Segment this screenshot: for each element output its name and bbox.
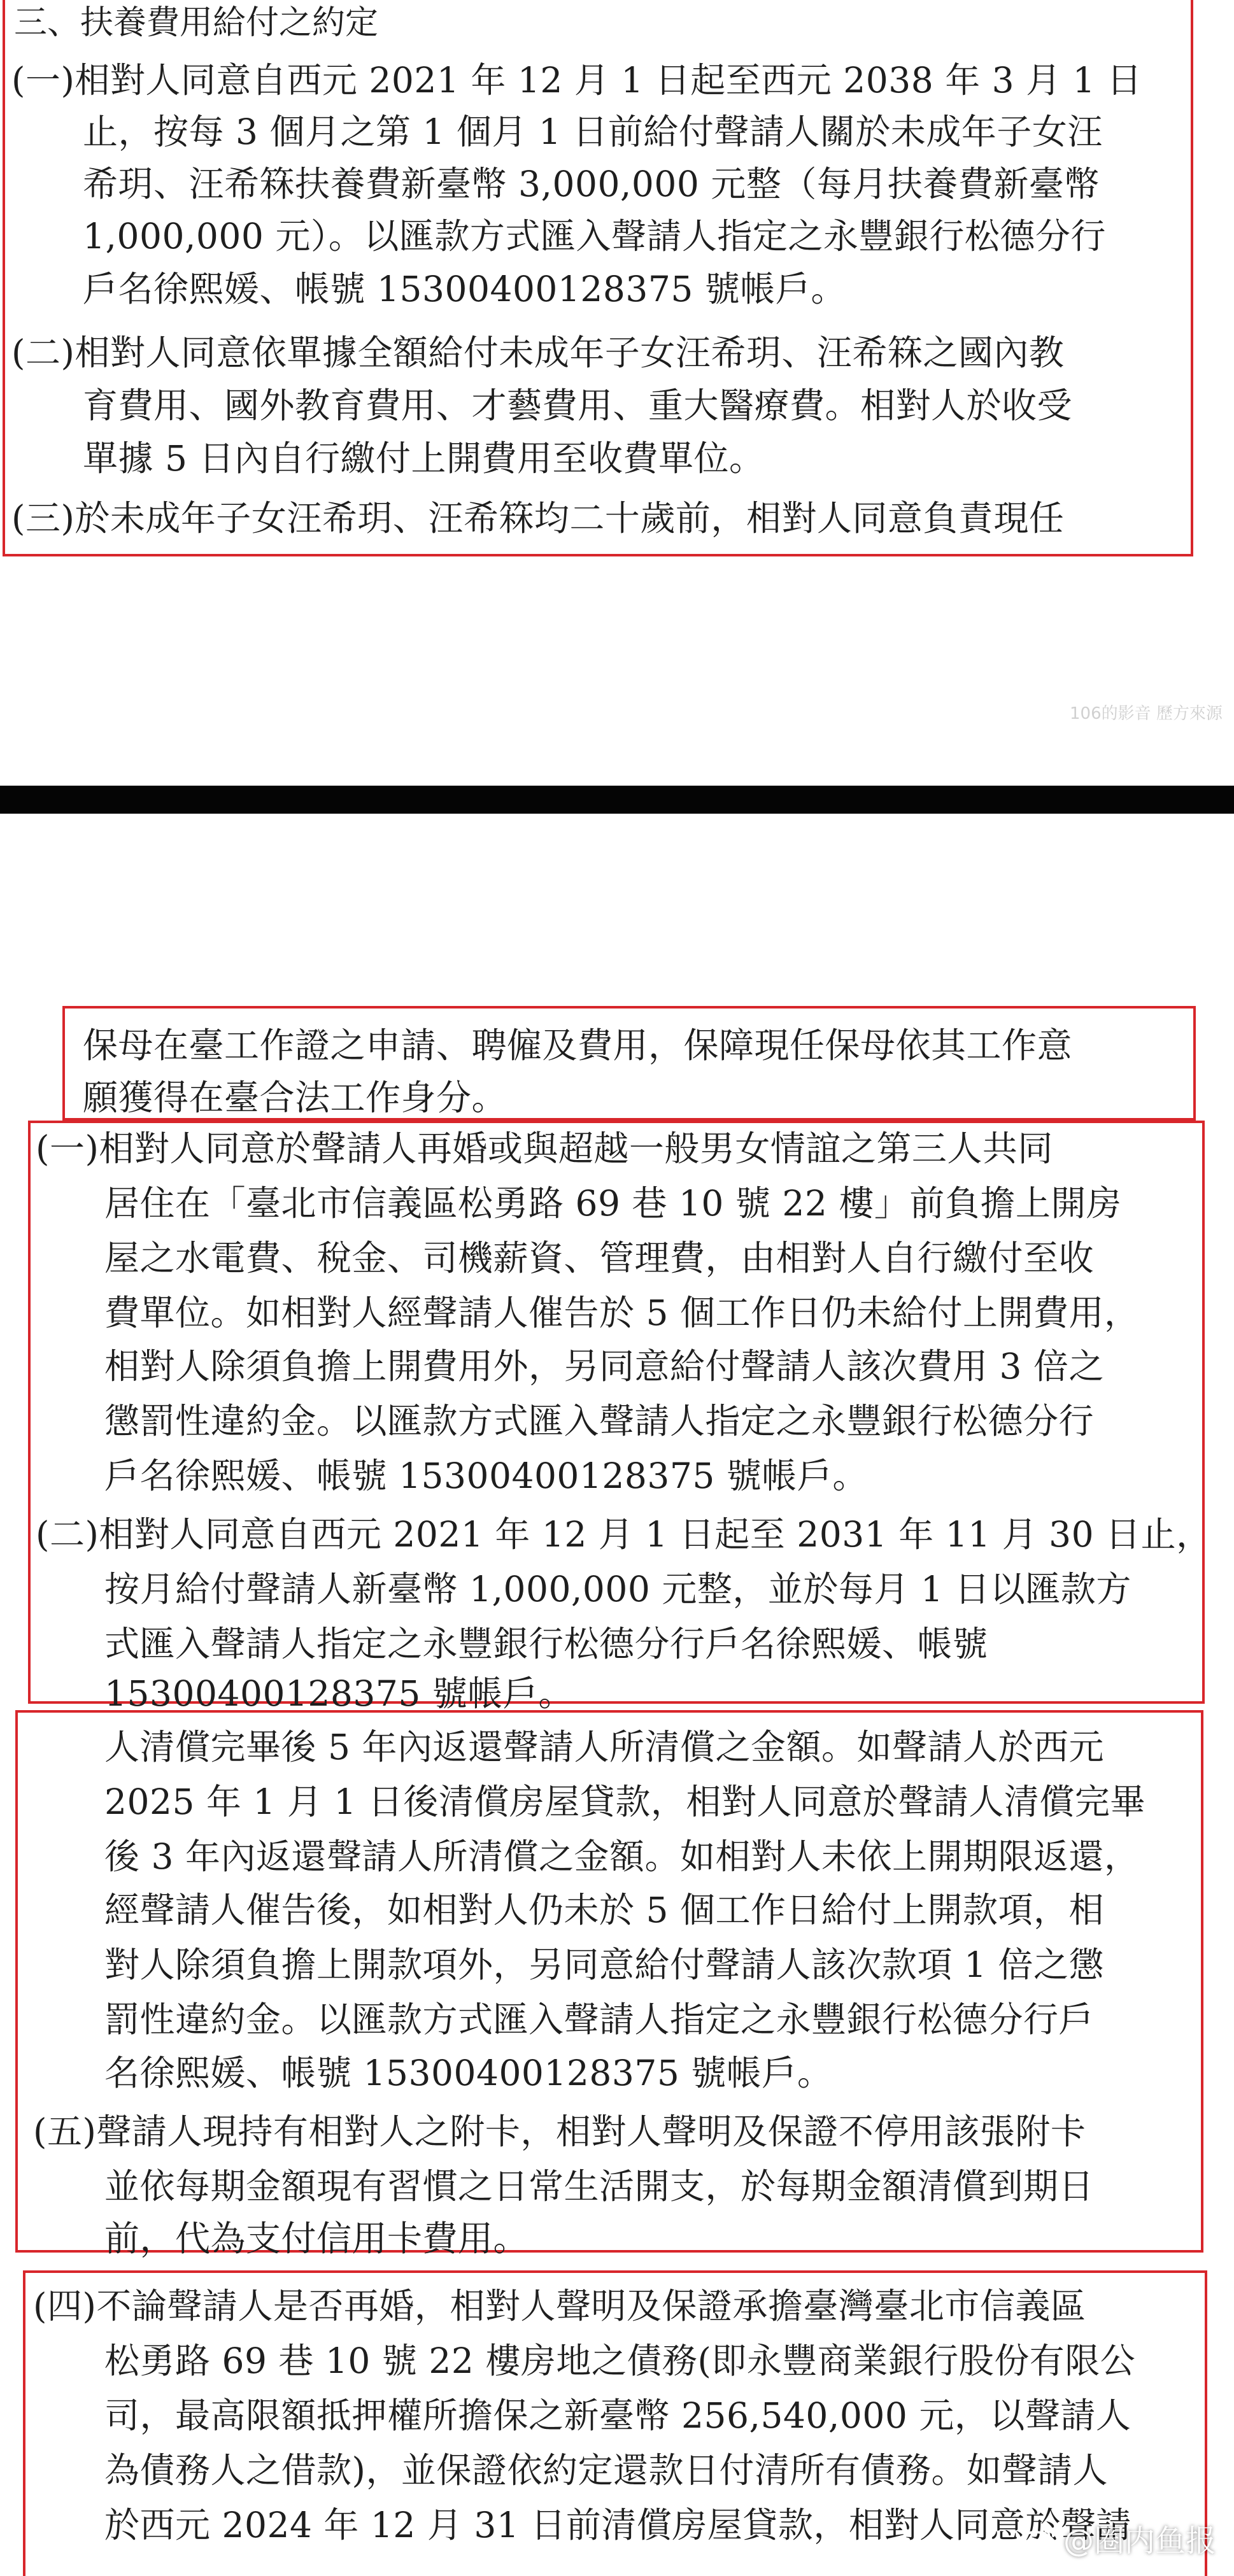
text-line: (一)相對人同意於聲請人再婚或與超越一般男女情誼之第三人共同: [36, 1128, 1053, 1169]
weibo-watermark-text: @圈内鱼报: [1063, 2523, 1216, 2559]
text-line: 單據 5 日內自行繳付上開費用至收費單位。: [83, 438, 765, 479]
text-line: 願獲得在臺合法工作身分。: [83, 1077, 507, 1118]
text-line: 並依每期金額現有習慣之日常生活開支，於每期金額清償到期日: [104, 2166, 1095, 2207]
text-line: 經聲請人催告後，如相對人仍未於 5 個工作日給付上開款項，相: [104, 1890, 1104, 1930]
text-line: (二)相對人同意依單據全額給付未成年子女汪希玥、汪希箖之國內教: [11, 332, 1065, 373]
text-line: 於西元 2024 年 12 月 31 日前清償房屋貸款，相對人同意於聲請: [104, 2505, 1131, 2545]
text-line: 戶名徐熙媛、帳號 15300400128375 號帳戶。: [104, 1455, 868, 1496]
text-line: (四)不論聲請人是否再婚，相對人聲明及保證承擔臺灣臺北市信義區: [33, 2286, 1086, 2326]
text-line: 後 3 年內返還聲請人所清償之金額。如相對人未依上開期限返還，: [104, 1836, 1140, 1877]
text-line: 保母在臺工作證之申請、聘僱及費用，保障現任保母依其工作意: [83, 1025, 1073, 1066]
text-line: 為債務人之借款)，並保證依約定還款日付清所有債務。如聲請人: [104, 2450, 1108, 2491]
text-line: 居住在「臺北市信義區松勇路 69 巷 10 號 22 樓」前負擔上開房: [104, 1183, 1122, 1224]
text-line: 松勇路 69 巷 10 號 22 樓房地之債務(即永豐商業銀行股份有限公: [104, 2340, 1136, 2381]
text-line: 戶名徐熙媛、帳號 15300400128375 號帳戶。: [83, 269, 846, 309]
top-watermark: 106的影音 歷方來源: [1070, 704, 1223, 723]
text-line: 15300400128375 號帳戶。: [104, 1673, 574, 1714]
text-line: 司，最高限額抵押權所擔保之新臺幣 256,540,000 元，以聲請人: [104, 2395, 1131, 2436]
text-line: 屋之水電費、稅金、司機薪資、管理費，由相對人自行繳付至收: [104, 1238, 1095, 1278]
text-line: 名徐熙媛、帳號 15300400128375 號帳戶。: [104, 2053, 833, 2093]
text-line: 費單位。如相對人經聲請人催告於 5 個工作日仍未給付上開費用，: [104, 1292, 1140, 1333]
text-line: (一)相對人同意自西元 2021 年 12 月 1 日起至西元 2038 年 3 月 1 日: [11, 60, 1142, 101]
text-line: 1,000,000 元）。以匯款方式匯入聲請人指定之永豐銀行松德分行: [83, 216, 1106, 257]
text-line: 懲罰性違約金。以匯款方式匯入聲請人指定之永豐銀行松德分行: [104, 1401, 1095, 1441]
weibo-logo-icon: [1018, 2522, 1057, 2555]
text-line: 罰性違約金。以匯款方式匯入聲請人指定之永豐銀行松德分行戶: [104, 1999, 1095, 2040]
text-line: 人清償完畢後 5 年內返還聲請人所清償之金額。如聲請人於西元: [104, 1727, 1104, 1767]
text-line: (五)聲請人現持有相對人之附卡，相對人聲明及保證不停用該張附卡: [33, 2111, 1086, 2152]
text-line: 相對人除須負擔上開費用外，另同意給付聲請人該次費用 3 倍之: [104, 1346, 1104, 1387]
text-line: 式匯入聲請人指定之永豐銀行松德分行戶名徐熙媛、帳號: [104, 1624, 988, 1664]
text-line: 對人除須負擔上開款項外，另同意給付聲請人該次款項 1 倍之懲: [104, 1944, 1104, 1985]
weibo-watermark: [1018, 2516, 1216, 2560]
text-line: 止，按每 3 個月之第 1 個月 1 日前給付聲請人關於未成年子女汪: [83, 111, 1103, 152]
text-line: 希玥、汪希箖扶養費新臺幣 3,000,000 元整（每月扶養費新臺幣: [83, 164, 1100, 204]
text-line: (三)於未成年子女汪希玥、汪希箖均二十歲前，相對人同意負責現任: [11, 498, 1065, 539]
section-heading: 三、扶養費用給付之約定: [14, 4, 379, 42]
text-line: 育費用、國外教育費用、才藝費用、重大醫療費。相對人於收受: [83, 385, 1073, 426]
text-line: 2025 年 1 月 1 日後清償房屋貸款，相對人同意於聲請人清償完畢: [104, 1781, 1145, 1822]
separator-bar: [0, 786, 1234, 814]
text-line: (二)相對人同意自西元 2021 年 12 月 1 日起至 2031 年 11 月 30 日止，: [36, 1514, 1212, 1555]
text-line: 按月給付聲請人新臺幣 1,000,000 元整，並於每月 1 日以匯款方: [104, 1569, 1131, 1610]
text-line: 前，代為支付信用卡費用。: [104, 2218, 529, 2259]
